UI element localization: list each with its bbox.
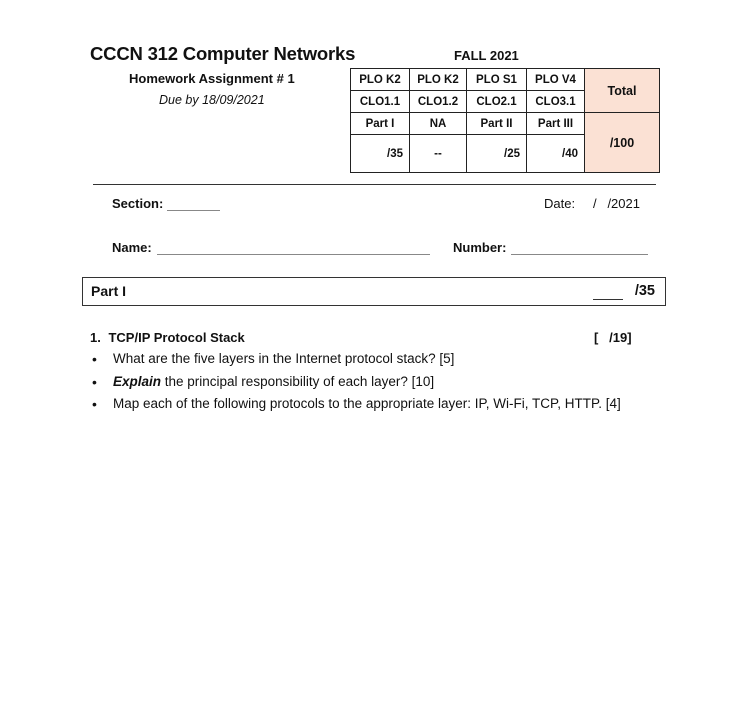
- part-cell: Part I: [351, 113, 410, 135]
- date-label: Date:: [544, 196, 576, 211]
- plo-cell: PLO S1: [467, 69, 527, 91]
- header-divider: [93, 184, 656, 185]
- semester-label: FALL 2021: [454, 48, 519, 63]
- plo-cell: PLO K2: [351, 69, 410, 91]
- question-title-text: TCP/IP Protocol Stack: [108, 330, 245, 345]
- question-title: [90, 330, 245, 345]
- clo-cell: CLO1.1: [351, 91, 410, 113]
- part-score-line: [593, 299, 623, 300]
- section-label: Section:: [112, 196, 164, 211]
- plo-row: [351, 69, 660, 91]
- date-field[interactable]: / /2021: [593, 196, 640, 211]
- plo-cell: PLO V4: [527, 69, 585, 91]
- bullet-emphasis: Explain: [113, 373, 162, 389]
- score-cell: --: [410, 135, 467, 173]
- clo-cell: CLO1.2: [410, 91, 467, 113]
- clo-cell: CLO2.1: [467, 91, 527, 113]
- name-field[interactable]: [157, 254, 430, 255]
- number-label: Number:: [453, 240, 507, 255]
- bullet-text: Map each of the following protocols to the appropriate layer: IP, Wi-Fi, TCP, HTTP. [4]: [113, 396, 621, 411]
- bullet-text: the principal responsibility of each layer? [10]: [161, 373, 435, 389]
- list-item: [90, 372, 621, 395]
- part-cell: Part II: [467, 113, 527, 135]
- part-score: /35: [634, 283, 655, 299]
- list-item: [90, 394, 621, 417]
- name-label: Name:: [112, 240, 152, 255]
- score-cell: /25: [467, 135, 527, 173]
- question-number: 1.: [90, 330, 101, 345]
- grade-table: [350, 68, 660, 173]
- clo-cell: CLO3.1: [527, 91, 585, 113]
- part-cell: NA: [410, 113, 467, 135]
- question-bullets: [90, 349, 621, 417]
- due-date: Due by 18/09/2021: [159, 93, 265, 107]
- part-header: [82, 277, 666, 306]
- parts-row: [351, 113, 660, 135]
- list-item: [90, 349, 621, 372]
- assignment-title: Homework Assignment # 1: [129, 71, 295, 86]
- part-label: Part I: [91, 283, 127, 299]
- bullet-text: What are the five layers in the Internet protocol stack? [5]: [113, 351, 455, 366]
- section-field[interactable]: [167, 210, 220, 211]
- number-field[interactable]: [511, 254, 648, 255]
- score-cell: /35: [351, 135, 410, 173]
- part-cell: Part III: [527, 113, 585, 135]
- question-score: [ /19]: [594, 330, 632, 345]
- total-label: Total: [585, 69, 660, 113]
- total-score: /100: [585, 113, 660, 173]
- plo-cell: PLO K2: [410, 69, 467, 91]
- score-cell: /40: [527, 135, 585, 173]
- course-title: CCCN 312 Computer Networks: [90, 43, 356, 64]
